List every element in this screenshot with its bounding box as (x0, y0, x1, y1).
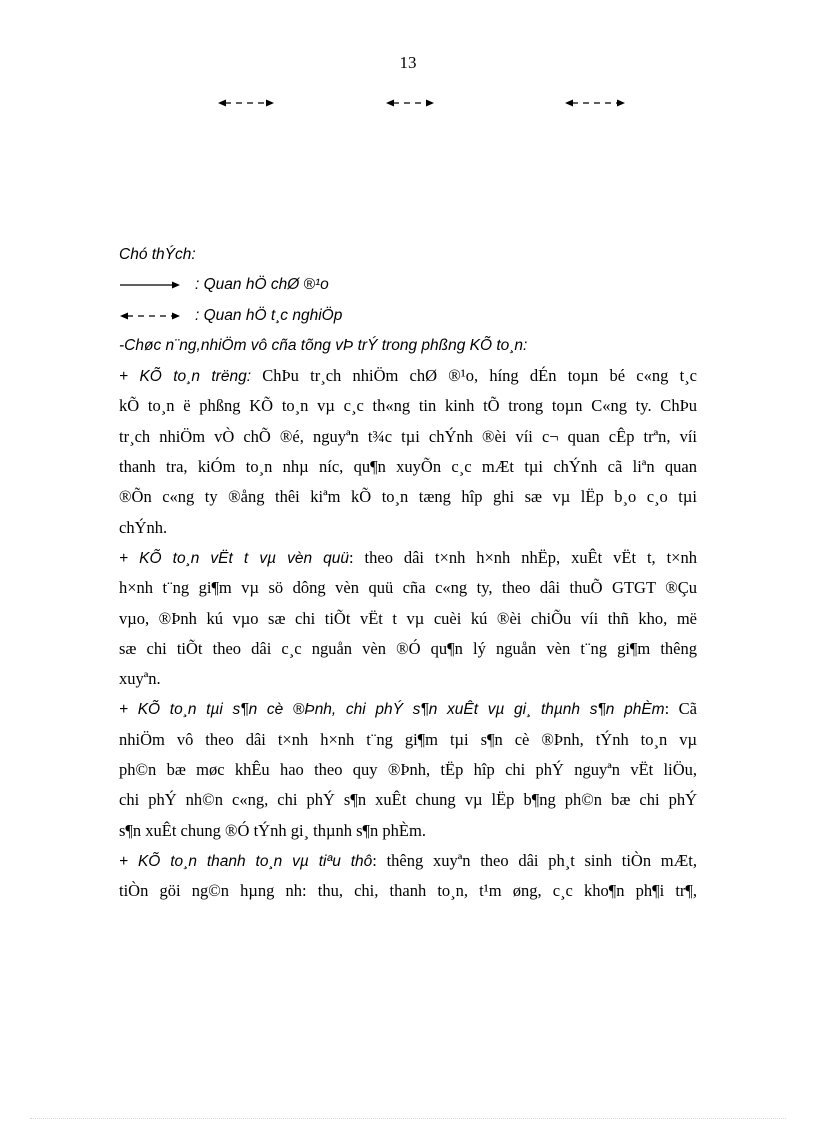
paragraph-line: ph©n bæ møc khÊu hao theo quy ®Þnh, tËp hîp chi phÝ nguyªn vËt liÖu, (119, 760, 697, 780)
paragraph-line: vµo, ®Þnh kú vµo sæ chi tiÕt vËt t vµ cuèi kú ®èi chiÕu víi thñ kho, më (119, 608, 697, 628)
role-label: + KÕ to¸n tµi s¶n cè ®Þnh, chi phÝ s¶n xuÊt vµ gi¸ thµnh s¶n phÈm (119, 701, 665, 719)
page-bottom-divider (30, 1118, 786, 1119)
paragraph-line: ®Õn c«ng ty ®ång thêi kiªm kÕ to¸n tæng hîp ghi sæ vµ lËp b¸o c¸o tµi (119, 487, 697, 507)
document-body (119, 240, 697, 907)
dashed-arrow-middle-icon (385, 95, 435, 111)
paragraph-line: sæ chi tiÕt theo dâi c¸c nguån vèn ®Ó qu¶n lý nguån vèn t¨ng gi¶m thêng (119, 638, 697, 658)
page-number: 13 (399, 53, 417, 72)
paragraph-line: h×nh t¨ng gi¶m vµ sö dông vèn quü cña c«ng ty, theo dâi thuÕ GTGT ®Çu (119, 578, 697, 598)
paragraph-line: nhiÖm vô theo dâi t×nh h×nh t¨ng gi¶m tµi s¶n cè ®Þnh, tÝnh to¸n vµ (119, 729, 697, 749)
paragraph-line: chi phÝ nh©n c«ng, chi phÝ s¶n xuÊt chung vµ lËp b¶ng ph©n bæ chi phÝ (119, 790, 697, 810)
section-heading: -Chøc n¨ng,nhiÖm vô cña tõng vÞ trÝ trong phßng KÕ to¸n: (119, 336, 528, 354)
paragraph-line: kÕ to¸n ë phßng KÕ to¸n vµ c¸c th«ng tin kinh tÕ trong toµn C«ng ty. ChÞu (119, 396, 697, 416)
paragraph-line: thanh tra, kiÓm to¸n nhµ níc, qu¶n xuyÕn c¸c mÆt tµi chÝnh cã liªn quan (119, 457, 697, 477)
dashed-arrow-right-icon (564, 95, 626, 111)
paragraph-line: tiÒn göi ng©n hµng nh: thu, chi, thanh to¸n, t¹m øng, c¸c kho¶n ph¶i tr¶, (119, 881, 697, 901)
paragraph-line: s¶n xuÊt chung ®Ó tÝnh gi¸ thµnh s¶n phÈm. (119, 820, 426, 840)
paragraph-line: + KÕ to¸n trëng: ChÞu tr¸ch nhiÖm chØ ®¹o, híng dÉn toµn bé c«ng t¸c (119, 366, 697, 386)
legend-solid-row (119, 270, 697, 300)
paragraph-line: chÝnh. (119, 517, 168, 537)
dashed-double-arrow-icon (119, 309, 181, 323)
role-label: + KÕ to¸n vËt t vµ vèn quü (119, 549, 350, 567)
dashed-arrow-left-icon (217, 95, 275, 111)
paragraph-line: + KÕ to¸n vËt t vµ vèn quü: theo dâi t×nh h×nh nhËp, xuÊt vËt t, t×nh (119, 547, 697, 567)
legend-dashed-row (119, 301, 697, 331)
solid-arrow-icon (119, 278, 181, 292)
paragraph-line: + KÕ to¸n tµi s¶n cè ®Þnh, chi phÝ s¶n xuÊt vµ gi¸ thµnh s¶n phÈm: Cã (119, 699, 697, 719)
role-label: + KÕ to¸n trëng: (119, 368, 251, 386)
paragraph-line: tr¸ch nhiÖm vÒ chÕ ®é, nguyªn t¾c tµi chÝnh ®èi víi c¬ quan cÊp trªn, víi (119, 426, 697, 446)
legend-title: Chó thÝch: (119, 246, 196, 263)
paragraph-line: + KÕ to¸n thanh to¸n vµ tiªu thô: thêng xuyªn theo dâi ph¸t sinh tiÒn mÆt, (119, 850, 697, 870)
role-label: + KÕ to¸n thanh to¸n vµ tiªu thô (119, 852, 373, 870)
legend-solid-label: : Quan hÖ chØ ®¹o (195, 276, 329, 294)
paragraph-line: xuyªn. (119, 669, 161, 689)
legend-dashed-label: : Quan hÖ t¸c nghiÖp (195, 306, 343, 324)
